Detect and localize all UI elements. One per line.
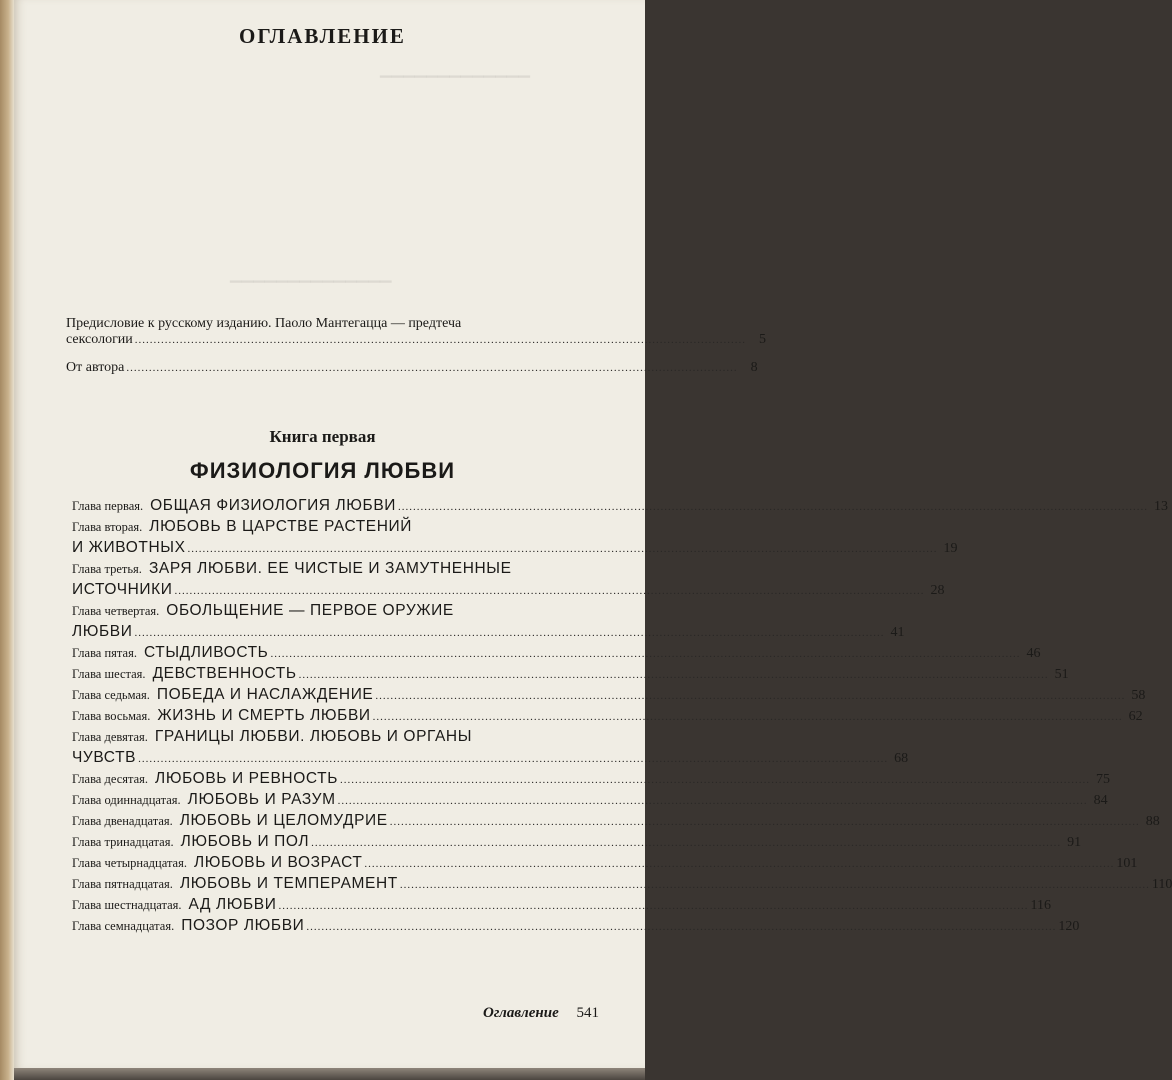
- chapter-number: Глава пятнадцатая.: [72, 877, 173, 891]
- chapter-number: Глава шестнадцатая.: [72, 898, 182, 912]
- bleed-through-decoration: ▁▁▁▁▁▁▁▁▁▁▁▁▁▁: [230, 267, 392, 283]
- dot-leader: ........................................................................................................................................................................................................: [187, 543, 938, 555]
- chapter-number: Глава шестая.: [72, 667, 146, 681]
- chapter-title: ГРАНИЦЫ ЛЮБВИ. ЛЮБОВЬ И ОРГАНЫ: [154, 728, 473, 745]
- dot-leader: ........................................................................................................................................................................................................: [389, 816, 1140, 828]
- preface-entry-line: Предисловие к русскому изданию. Паоло Мантегацца — предтеча: [66, 316, 462, 331]
- chapter-number: Глава тринадцатая.: [72, 835, 174, 849]
- chapter-title: ЛЮБОВЬ И ПОЛ: [180, 833, 310, 850]
- page-title: ОГЛАВЛЕНИЕ: [239, 24, 406, 48]
- chapter-number: Глава девятая.: [72, 730, 148, 744]
- chapter-title: ЛЮБВИ: [72, 623, 133, 640]
- author-note-title: От автора: [66, 360, 125, 375]
- page-number: 46: [1026, 646, 1041, 661]
- author-note-entry: [66, 360, 758, 376]
- chapter-number: Глава третья.: [72, 562, 142, 576]
- dot-leader: ........................................................................................................................................................................................................: [364, 858, 1115, 870]
- chapter-number: Глава вторая.: [72, 520, 143, 534]
- table-of-contents: [72, 497, 1172, 938]
- dot-leader: ...................................................................................................................................................................: [134, 334, 747, 346]
- page-bottom-edge: [14, 1068, 645, 1080]
- folio-page-number: 541: [576, 1005, 599, 1021]
- chapter-title: ЛЮБОВЬ И ЦЕЛОМУДРИЕ: [179, 812, 388, 829]
- preface-entry-line: сексологии: [66, 332, 133, 347]
- chapter-title: ЛЮБОВЬ И РЕВНОСТЬ: [155, 770, 338, 787]
- chapter-number: Глава седьмая.: [72, 688, 150, 702]
- page-number: 88: [1145, 814, 1160, 829]
- toc-entry: [72, 644, 1041, 665]
- page-number: 75: [1095, 772, 1110, 787]
- chapter-number: Глава семнадцатая.: [72, 919, 175, 933]
- dot-leader: ........................................................................................................................................................................................................: [270, 648, 1021, 660]
- page-number: 120: [1058, 919, 1080, 934]
- toc-entry: [72, 560, 945, 602]
- book-title: ФИЗИОЛОГИЯ ЛЮБВИ: [189, 458, 456, 483]
- toc-entry: [72, 917, 1080, 938]
- page-number: 84: [1093, 793, 1108, 808]
- toc-entry: [72, 770, 1110, 791]
- page-number: 58: [1131, 688, 1146, 703]
- running-footer: [483, 1005, 599, 1022]
- page-number: 41: [890, 625, 905, 640]
- toc-entry: [72, 707, 1143, 728]
- chapter-number: Глава двенадцатая.: [72, 814, 173, 828]
- bleed-through-decoration: ▁▁▁▁▁▁▁▁▁▁▁▁▁: [380, 62, 530, 78]
- chapter-number: Глава восьмая.: [72, 709, 151, 723]
- page-number: 28: [930, 583, 945, 598]
- chapter-title: ЛЮБОВЬ И ТЕМПЕРАМЕНТ: [179, 875, 398, 892]
- chapter-title: ОБЩАЯ ФИЗИОЛОГИЯ ЛЮБВИ: [150, 497, 396, 514]
- page-number: 51: [1054, 667, 1069, 682]
- chapter-title: АД ЛЮБВИ: [188, 896, 277, 913]
- page-number: 62: [1128, 709, 1143, 724]
- toc-entry: [72, 833, 1082, 854]
- page-number: 19: [943, 541, 958, 556]
- book-label: Книга первая: [269, 427, 376, 446]
- dot-leader: ........................................................................................................................................................................................................: [298, 669, 1049, 681]
- chapter-title: ПОБЕДА И НАСЛАЖДЕНИЕ: [156, 686, 374, 703]
- dot-leader: ........................................................................................................................................................................................................: [311, 837, 1062, 849]
- dot-leader: ........................................................................................................................................................................................................: [399, 879, 1150, 891]
- book-spine-edge: [0, 0, 14, 1080]
- toc-entry: [72, 602, 905, 644]
- toc-entry: [72, 665, 1069, 686]
- dot-leader: ........................................................................................................................................................................................................: [174, 585, 925, 597]
- chapter-title: И ЖИВОТНЫХ: [72, 539, 186, 556]
- toc-entry: [72, 497, 1168, 518]
- running-title: Оглавление: [482, 1005, 559, 1021]
- toc-entry: [72, 896, 1051, 917]
- page-number: 68: [894, 751, 909, 766]
- chapter-number: Глава десятая.: [72, 772, 149, 786]
- toc-entry: [72, 518, 958, 560]
- toc-entry: [72, 875, 1172, 896]
- toc-entry: [72, 686, 1146, 707]
- dot-leader: ........................................................................................................................................................................................................: [306, 921, 1057, 933]
- page-number: 91: [1067, 835, 1082, 850]
- dot-leader: ........................................................................................................................................................................................................: [375, 690, 1126, 702]
- chapter-number: Глава пятая.: [72, 646, 137, 660]
- page-number: 8: [750, 360, 758, 375]
- dot-leader: ........................................................................................................................................................................................................: [339, 774, 1090, 786]
- chapter-number: Глава первая.: [72, 499, 144, 513]
- dot-leader: ........................................................................................................................................................................................................: [337, 795, 1088, 807]
- chapter-title: ЖИЗНЬ И СМЕРТЬ ЛЮБВИ: [157, 707, 371, 724]
- toc-entry: [72, 791, 1108, 812]
- dot-leader: ........................................................................................................................................................................................................: [134, 627, 885, 639]
- toc-entry: [72, 728, 909, 770]
- chapter-title: ЧУВСТВ: [72, 749, 137, 766]
- chapter-number: Глава четырнадцатая.: [72, 856, 187, 870]
- chapter-number: Глава одиннадцатая.: [72, 793, 181, 807]
- chapter-title: ОБОЛЬЩЕНИЕ — ПЕРВОЕ ОРУЖИЕ: [166, 602, 454, 619]
- page-number: 5: [759, 332, 767, 347]
- chapter-number: Глава четвертая.: [72, 604, 160, 618]
- chapter-title: ПОЗОР ЛЮБВИ: [181, 917, 305, 934]
- dot-leader: ........................................................................................................................................................................................................: [372, 711, 1123, 723]
- page-number: 13: [1154, 499, 1168, 514]
- chapter-title: ЗАРЯ ЛЮБВИ. ЕЕ ЧИСТЫЕ И ЗАМУТНЕННЫЕ: [148, 560, 512, 577]
- toc-entry: [72, 812, 1160, 833]
- chapter-title: ЛЮБОВЬ И ВОЗРАСТ: [193, 854, 363, 871]
- dot-leader: ........................................................................................................................................................................................................: [138, 753, 889, 765]
- preface-entry: [66, 316, 767, 348]
- chapter-title: СТЫДЛИВОСТЬ: [143, 644, 269, 661]
- toc-entry: [72, 854, 1138, 875]
- chapter-title: ИСТОЧНИКИ: [72, 581, 173, 598]
- page-number: 101: [1116, 856, 1138, 871]
- chapter-title: ЛЮБОВЬ В ЦАРСТВЕ РАСТЕНИЙ: [149, 518, 413, 535]
- dot-leader: ...................................................................................................................................................................: [126, 362, 738, 374]
- page-number: 110: [1151, 877, 1172, 892]
- dot-leader: ........................................................................................................................................................................................................: [398, 501, 1148, 513]
- chapter-title: ЛЮБОВЬ И РАЗУМ: [187, 791, 336, 808]
- dot-leader: ........................................................................................................................................................................................................: [278, 900, 1029, 912]
- page-number: 116: [1030, 898, 1051, 913]
- chapter-title: ДЕВСТВЕННОСТЬ: [152, 665, 297, 682]
